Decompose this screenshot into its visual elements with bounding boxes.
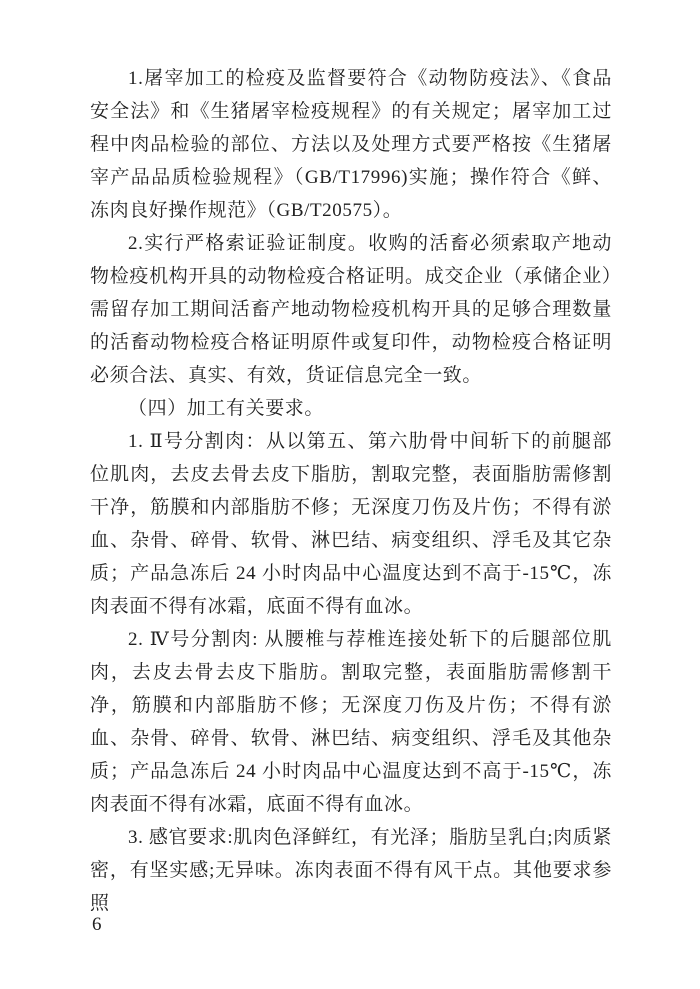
paragraph-cut-meat-no2: 1. Ⅱ号分割肉：从以第五、第六肋骨中间斩下的前腿部位肌肉，去皮去骨去皮下脂肪，割取完整，表面脂肪需修割干净，筋膜和内部脂肪不修；无深度刀伤及片伤；不得有淤血、杂骨、碎骨、软骨、淋巴结、病变组织、浮毛及其它杂质；产品急冻后 24 小时肉品中心温度达到不高于-15℃，冻肉表面不得有冰霜，底面不得有血冰。 <box>90 431 612 617</box>
section-heading-processing-requirements: （四）加工有关要求。 <box>128 398 325 419</box>
document-body <box>90 62 612 920</box>
paragraph-certificate-system: 2.实行严格索证验证制度。收购的活畜必须索取产地动物检疫机构开具的动物检疫合格证明。成交企业（承储企业）需留存加工期间活畜产地动物检疫机构开具的足够合理数量的活畜动物检疫合格证明原件或复印件，动物检疫合格证明必须合法、真实、有效，货证信息完全一致。 <box>90 233 612 386</box>
page-number: 6 <box>92 914 102 935</box>
paragraph-cut-meat-no4: 2. Ⅳ号分割肉: 从腰椎与荐椎连接处斩下的后腿部位肌肉，去皮去骨去皮下脂肪。割取完整，表面脂肪需修割干净，筋膜和内部脂肪不修；无深度刀伤及片伤；不得有淤血、杂骨、碎骨、软骨、淋巴结、病变组织、浮毛及其他杂质；产品急冻后 24 小时肉品中心温度达到不高于-15℃，冻肉表面不得有冰霜，底面不得有血冰。 <box>90 629 612 815</box>
paragraph-sensory-requirements: 3. 感官要求:肌肉色泽鲜红，有光泽；脂肪呈乳白;肉质紧密，有坚实感;无异味。冻肉表面不得有风干点。其他要求参照 <box>90 827 612 914</box>
paragraph-slaughter-inspection: 1.屠宰加工的检疫及监督要符合《动物防疫法》、《食品安全法》和《生猪屠宰检疫规程》的有关规定；屠宰加工过程中肉品检验的部位、方法以及处理方式要严格按《生猪屠宰产品品质检验规程》（GB/T17996)实施；操作符合《鲜、冻肉良好操作规范》（GB/T20575）。 <box>90 68 612 221</box>
